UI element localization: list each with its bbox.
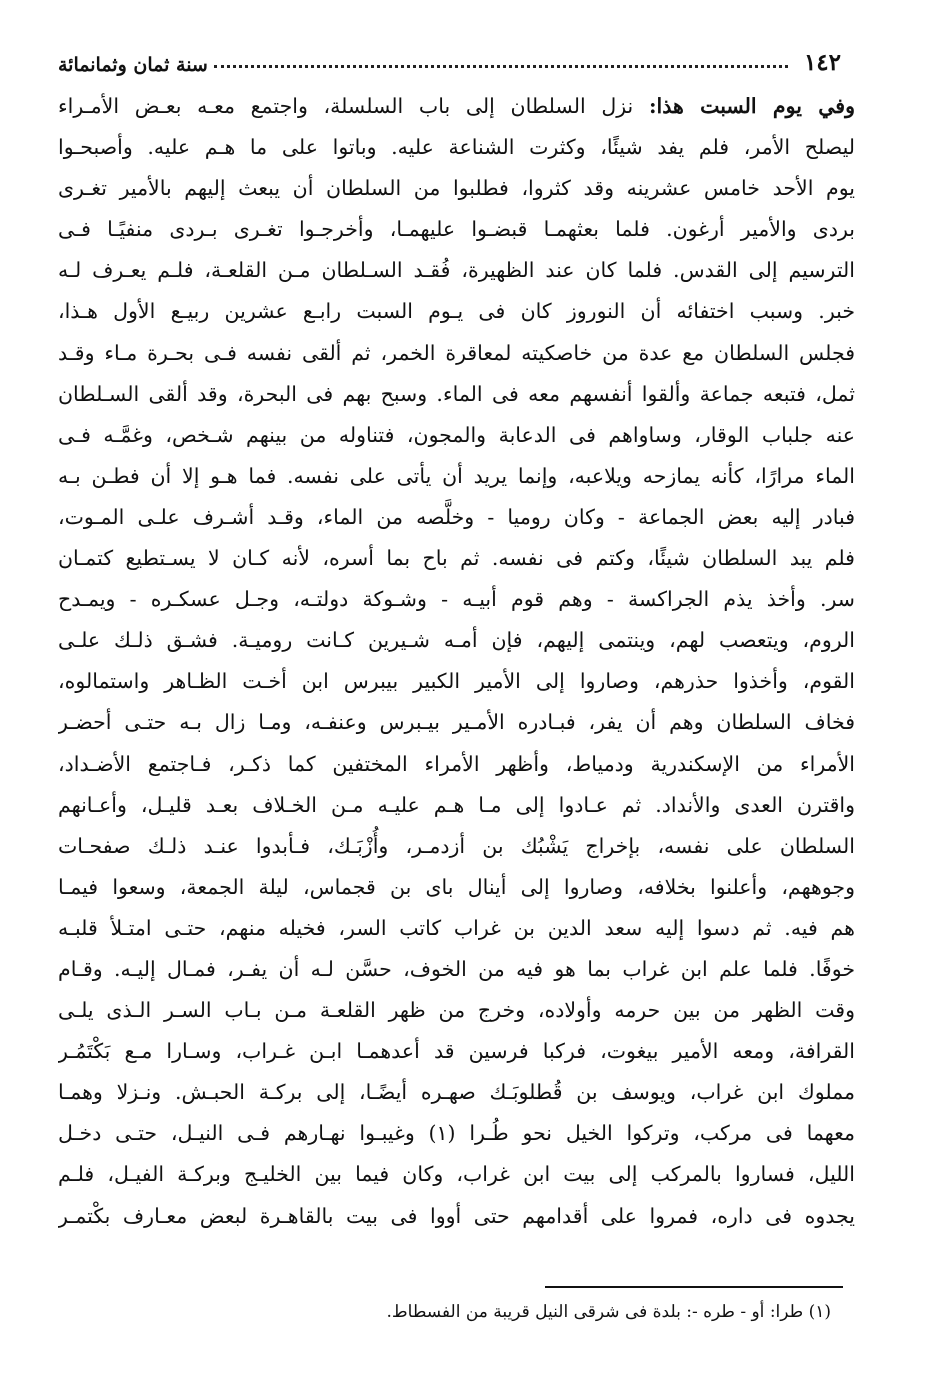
text-line: سر. وأخذ يذم الجراكسة - وهم قوم أبيـه - وشـوكة دولتـه، وجـل عسكـره - ويمـدح — [58, 587, 855, 612]
text-line: وقت الظهر من بين حرمه وأولاده، وخرج من ظهر القلعـة مـن بـاب السـر الـذى يلـى — [58, 998, 855, 1023]
text-line: الأمراء من الإسكندرية ودمياط، وأظهر الأمراء المختفين كما ذكـر، فـاجتمع الأضـداد، — [58, 751, 855, 776]
text-line: فخاف السلطان وهم أن يفر، فبـادره الأمـير بيـبرس وعنفـه، ومـا زال بـه حتـى أحضـر — [58, 710, 855, 735]
text-line: ليصلح الأمر، فلم يفد شيئًا، وكثرت الشناعة عليه. وباتوا على ما هـم عليه. وأصبحـوا — [58, 135, 855, 160]
page-header — [58, 40, 841, 76]
text-line: يجدوه فى داره، فمروا على أقدامهم حتى أووا فى بيت بالقاهـرة لبعض معـارف بكْتمـر — [58, 1203, 855, 1228]
footnote-divider — [545, 1286, 843, 1288]
text-line-content: نزل السلطان إلى باب السلسلة، واجتمع معـه بعـض الأمـراء — [58, 94, 649, 118]
text-line — [58, 86, 855, 127]
text-line: ثمل، فتبعه جماعة وألقوا أنفسهم معه فى الماء. وسبح بهم فى البحرة، وقد ألقى السـلطان — [58, 381, 855, 406]
footnote: (١) طرا: أو - طره -: بلدة فى شرقى النيل قريبة من الفسطاط. — [386, 1302, 831, 1322]
page-number: ١٤٢ — [803, 49, 841, 76]
header-leader-dots — [214, 65, 788, 68]
text-line: وجوههم، وأعلنوا بخلافه، وصاروا إلى أينال باى بن قجماس، ليلة الجمعة، وسعوا فيمـا — [58, 874, 855, 899]
text-line: الليل، فساروا بالمركب إلى بيت ابن غراب، وكان فيما بين الخليـج وبركـة الفيـل، فلـم — [58, 1162, 855, 1187]
running-title: سنة ثمان وثمانمائة — [58, 54, 208, 76]
text-line: بردى والأمير أرغون. فلما بعثهمـا قبضـوا عليهمـا، وأخرجـوا تغـرى بـردى منفيًـا فـى — [58, 217, 855, 242]
text-line: واقترن العدى والأنداد. ثم عـادوا إلى مـا هـم عليـه مـن الخـلاف بعـد قليـل، وأعـانهم — [58, 792, 855, 817]
text-line: القرافة، ومعه الأمير بيغوت، فركبا فرسين قد أعدهمـا ابـن غـراب، وسـارا مـع بَكْتَمُـر — [58, 1039, 855, 1064]
text-line: عنه جلباب الوقار، وساواهم فى الدعابة والمجون، فتناوله من بينهم شـخص، وغمَّـه فـى — [58, 422, 855, 447]
text-line: الروم، ويتعصب لهم، وينتمى إليهم، فإن أمـه شـيرين كـانت روميـة. فشـق ذلـك علـى — [58, 628, 855, 653]
text-line: الترسيم إلى القدس. فلما كان عند الظهيرة، فُقـد السـلطان مـن القلعـة، فلـم يعـرف لـه — [58, 258, 855, 283]
text-line: الماء مرارًا، كأنه يمازحه ويلاعبه، وإنما يريد أن يأتى على نفسه. فما هـو إلا أن فطـن بـه — [58, 463, 855, 488]
paragraph-lead: وفي يوم السبت هذا: — [648, 94, 855, 118]
text-line: يوم الأحد خامس عشرينه وقد كثروا، فطلبوا من السلطان أن يبعث إليهم بالأمير تغـرى — [58, 176, 855, 201]
text-line: السلطان على نفسه، بإخراج يَشْبُك بن أزدمـر، وأُزْبَـك، فـأبدوا عنـد ذلـك صفحـات — [58, 833, 855, 858]
text-line: مملوك ابن غراب، ويوسف بن قُطلوبَـك صهـره أيضًـا، إلى بركـة الحبـش. ونـزلا وهمـا — [58, 1080, 855, 1105]
text-line: هم فيه. ثم دسوا إليه سعد الدين بن غراب كاتب السر، فخيله منهم، حتـى امتـلأ قلبـه — [58, 915, 855, 940]
text-line: خوفًا. فلما علم ابن غراب بما هو فيه من الخوف، حسَّن لـه أن يفـر، فمـال إليـه. وقـام — [58, 956, 855, 981]
text-line: معهما فى مركب، وتركوا الخيل نحو طُـرا (١) وغيبـوا نهـارهم فـى النيـل، حتـى دخـل — [58, 1121, 855, 1146]
main-text — [58, 86, 855, 1237]
text-line: فجلس السلطان مع عدة من خاصكيته لمعاقرة الخمر، ثم ألقى نفسه فـى بحـرة مـاء وقـد — [58, 340, 855, 365]
text-line: فبادر إليه بعض الجماعة - وكان روميا - وخلَّصه من الماء، وقـد أشـرف علـى المـوت، — [58, 504, 855, 529]
text-line: خبر. وسبب اختفائه أن النوروز كان فى يـوم السبت رابـع عشرين ربيـع الأول هـذا، — [58, 299, 855, 324]
text-line: فلم يبد السلطان شيئًا، وكتم فى نفسه. ثم باح بما أسره، لأنه كـان لا يسـتطيع كتمـان — [58, 546, 855, 571]
text-line: القوم، وأخذوا حذرهم، وصاروا إلى الأمير الكبير بيبرس ابن أخـت الظـاهر واستمالوه، — [58, 669, 855, 694]
